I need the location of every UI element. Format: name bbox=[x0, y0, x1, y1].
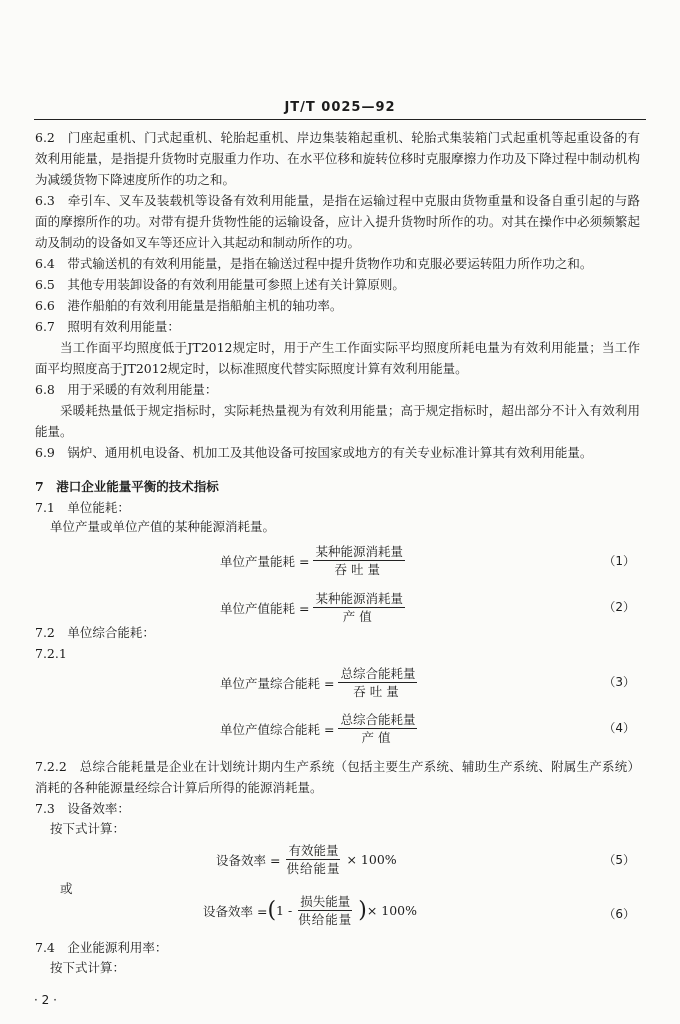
formula-4-numerator: 总综合能耗量 bbox=[340, 712, 416, 727]
formula-2-denominator: 产值 bbox=[342, 609, 376, 624]
formula-2-fraction bbox=[313, 590, 405, 625]
or-connector: 或 bbox=[60, 881, 73, 896]
formula-6-lhs: 设备效率 = bbox=[203, 903, 268, 919]
formula-1-denominator: 吞吐量 bbox=[334, 562, 384, 577]
formula-4 bbox=[220, 711, 421, 746]
formula-4-denominator: 产值 bbox=[361, 730, 395, 745]
formula-4-fraction bbox=[338, 711, 417, 746]
formula-3-denominator: 吞吐量 bbox=[353, 684, 403, 699]
formula-5-denominator: 供给能量 bbox=[286, 861, 341, 876]
formula-5-numerator: 有效能量 bbox=[288, 843, 339, 858]
formula-6 bbox=[203, 893, 417, 928]
equation-number-2: （2） bbox=[603, 600, 635, 614]
clause-6-2: 6.2 门座起重机、门式起重机、轮胎起重机、岸边集装箱起重机、轮胎式集装箱门式起重机等起重设备的有效利用能量，是指提升货物时克服重力作功、在水平位移和旋转位移时克服摩擦力作功及下降过程中制动机构为减缓货物下降速度所作的功之和。 bbox=[35, 130, 640, 187]
formula-6-left-paren: ( bbox=[267, 897, 277, 923]
section-7-heading: 7 港口企业能量平衡的技术指标 bbox=[35, 479, 219, 494]
formula-2-lhs: 单位产值能耗 = bbox=[220, 600, 310, 616]
clause-7-2: 7.2 单位综合能耗： bbox=[35, 625, 155, 640]
clause-7-3-body: 按下式计算： bbox=[50, 821, 126, 836]
standard-header: JT/T 0025—92 bbox=[284, 100, 396, 115]
formula-3-lhs: 单位产量综合能耗 = bbox=[220, 675, 335, 691]
clause-7-2-1: 7.2.1 bbox=[35, 646, 67, 661]
formula-4-lhs: 单位产值综合能耗 = bbox=[220, 721, 335, 737]
formula-5-fraction bbox=[284, 842, 342, 877]
clause-6-7-body: 当工作面平均照度低于JT2012规定时，用于产生工作面实际平均照度所耗电量为有效利用能量；当工作面平均照度高于JT2012规定时，以标准照度代替实际照度计算有效利用能量。 bbox=[35, 340, 640, 376]
clause-6-6: 6.6 港作船舶的有效利用能量是指船舶主机的轴功率。 bbox=[35, 298, 343, 313]
formula-1 bbox=[220, 543, 409, 578]
clause-6-8-body: 采暖耗热量低于规定指标时，实际耗热量视为有效利用能量；高于规定指标时，超出部分不计入有效利用能量。 bbox=[35, 403, 640, 439]
formula-3 bbox=[220, 665, 421, 700]
formula-5-lhs: 设备效率 = bbox=[216, 852, 281, 868]
clause-7-1-body: 单位产量或单位产值的某种能源消耗量。 bbox=[50, 519, 276, 534]
formula-3-fraction bbox=[338, 665, 417, 700]
equation-number-6: （6） bbox=[603, 907, 635, 921]
formula-5-tail: × 100% bbox=[346, 852, 397, 867]
clause-6-3: 6.3 牵引车、叉车及装载机等设备有效利用能量，是指在运输过程中克服由货物重量和设备自重引起的与路面的摩擦所作的功。对带有提升货物性能的运输设备，应计入提升货物时所作的功。对其在操作中必须频繁起动及制动的设备如叉车等还应计入其起动和制动所作的功。 bbox=[35, 193, 640, 250]
clause-7-3: 7.3 设备效率： bbox=[35, 801, 130, 816]
formula-3-numerator: 总综合能耗量 bbox=[340, 666, 416, 681]
equation-number-4: （4） bbox=[603, 721, 635, 735]
formula-6-fraction bbox=[296, 893, 354, 928]
formula-1-lhs: 单位产量能耗 = bbox=[220, 553, 310, 569]
clause-6-9: 6.9 锅炉、通用机电设备、机加工及其他设备可按国家或地方的有关专业标准计算其有效利用能量。 bbox=[35, 445, 593, 460]
page-number: · 2 · bbox=[34, 993, 57, 1007]
clause-6-8: 6.8 用于采暖的有效利用能量： bbox=[35, 382, 218, 397]
clause-7-2-2: 7.2.2 总综合能耗量是企业在计划统计期内生产系统（包括主要生产系统、辅助生产系统、附属生产系统）消耗的各种能源量经综合计算后所得的能源消耗量。 bbox=[35, 759, 640, 795]
clause-7-4-body: 按下式计算： bbox=[50, 960, 126, 975]
formula-6-right-paren: ) bbox=[358, 897, 367, 923]
formula-2 bbox=[220, 590, 409, 625]
clause-7-1: 7.1 单位能耗： bbox=[35, 500, 130, 515]
clause-6-5: 6.5 其他专用装卸设备的有效利用能量可参照上述有关计算原则。 bbox=[35, 277, 405, 292]
equation-number-5: （5） bbox=[603, 853, 635, 867]
formula-6-pre: 1 - bbox=[276, 903, 293, 918]
formula-6-tail: × 100% bbox=[366, 903, 417, 918]
formula-2-numerator: 某种能源消耗量 bbox=[315, 591, 403, 606]
formula-6-denominator: 供给能量 bbox=[298, 912, 353, 927]
clause-6-4: 6.4 带式输送机的有效利用能量，是指在输送过程中提升货物作功和克服必要运转阻力所作功之和。 bbox=[35, 256, 593, 271]
equation-number-1: （1） bbox=[603, 554, 635, 568]
formula-1-numerator: 某种能源消耗量 bbox=[315, 544, 403, 559]
formula-5 bbox=[216, 842, 397, 877]
formula-6-numerator: 损失能量 bbox=[300, 894, 351, 909]
header-rule bbox=[34, 119, 646, 120]
clause-7-4: 7.4 企业能源利用率： bbox=[35, 940, 168, 955]
clause-6-7: 6.7 照明有效利用能量： bbox=[35, 319, 180, 334]
equation-number-3: （3） bbox=[603, 675, 635, 689]
formula-1-fraction bbox=[313, 543, 405, 578]
